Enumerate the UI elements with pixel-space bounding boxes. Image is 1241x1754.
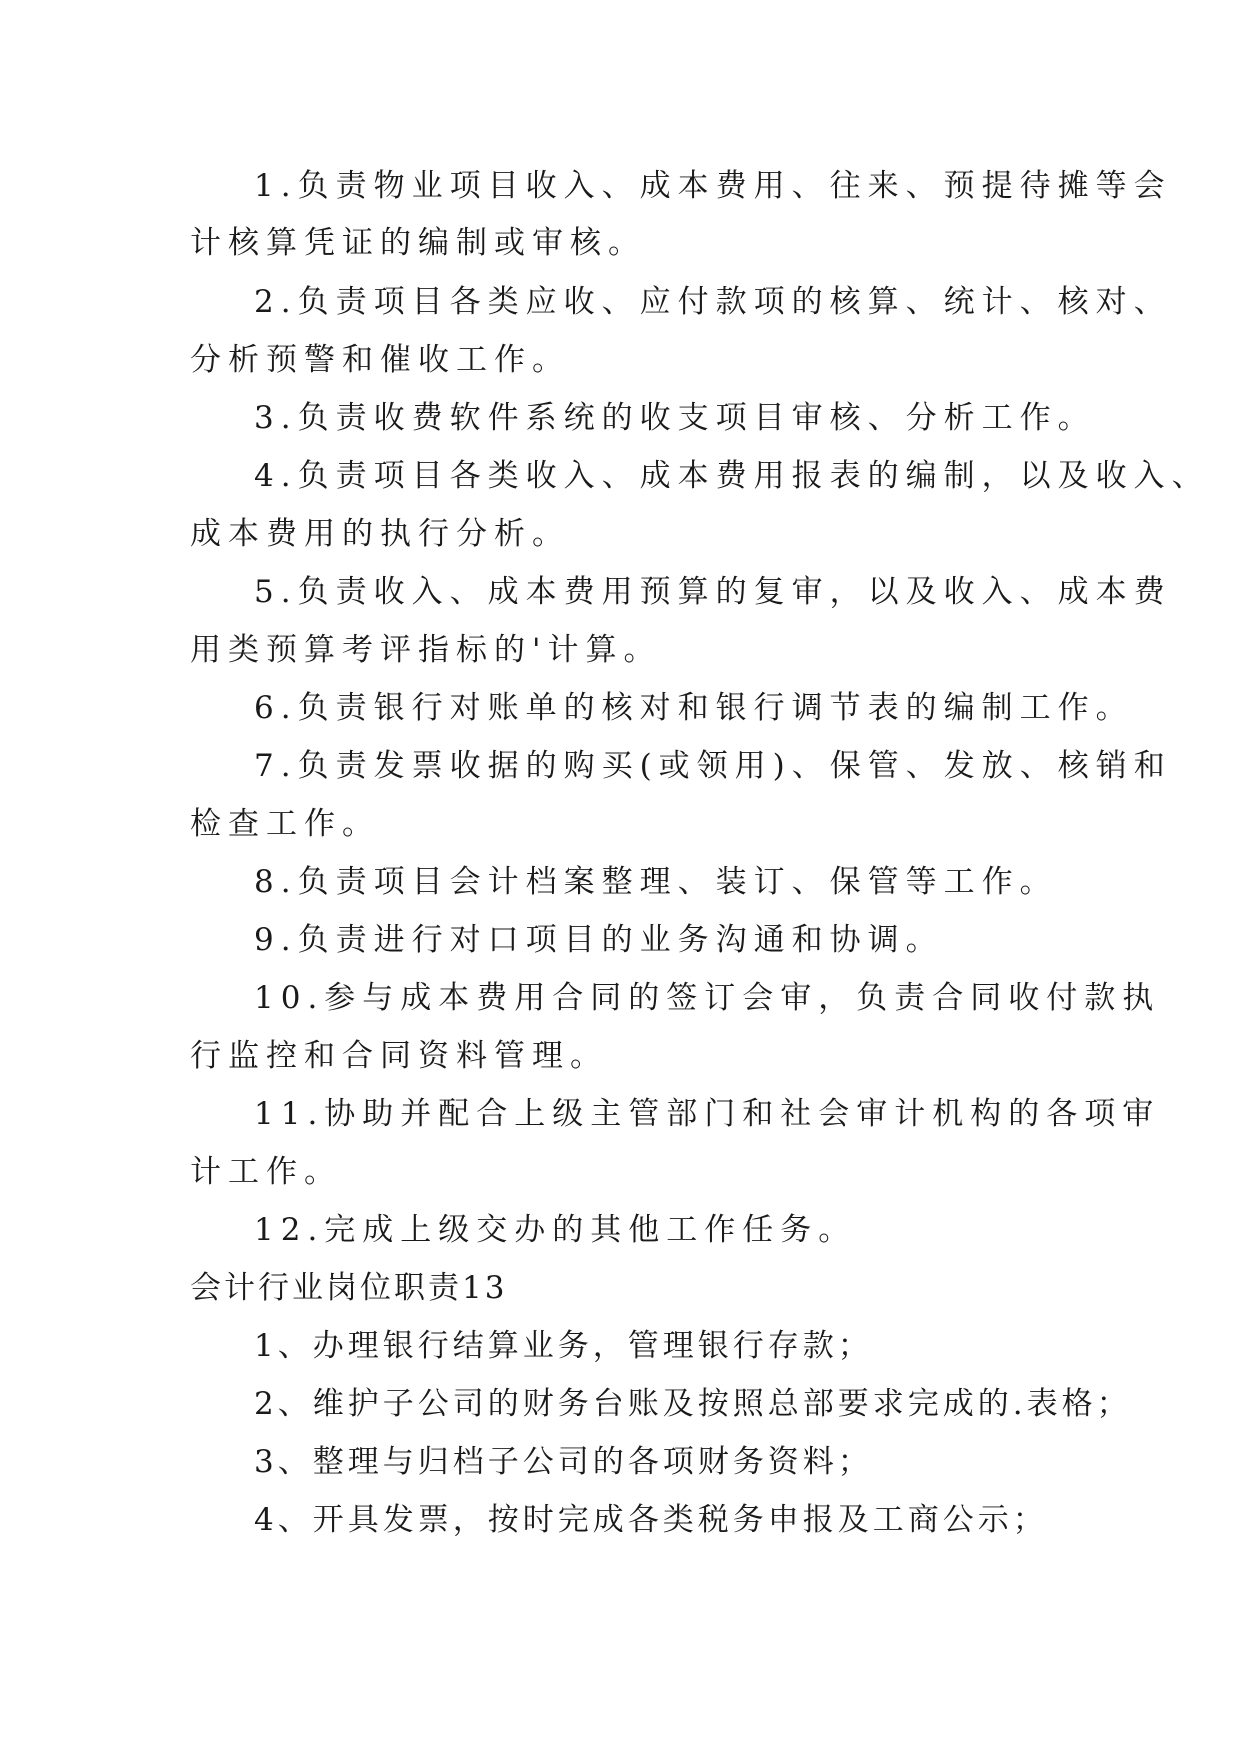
duty-item-5-line-1: 5.负责收入、成本费用预算的复审，以及收入、成本费 — [254, 574, 1172, 610]
duty-item-7-line-2: 检查工作。 — [190, 806, 380, 842]
duty-item-11-line-2: 计工作。 — [190, 1154, 342, 1190]
duty-item-1-line-2: 计核算凭证的编制或审核。 — [190, 225, 646, 261]
duty-item-4-line-2: 成本费用的执行分析。 — [190, 516, 570, 552]
duty-item-8: 8.负责项目会计档案整理、装订、保管等工作。 — [254, 864, 1058, 900]
duty-item-7-line-1: 7.负责发票收据的购买(或领用)、保管、发放、核销和 — [254, 748, 1172, 784]
section-item-1: 1、办理银行结算业务，管理银行存款； — [254, 1328, 873, 1364]
duty-item-10-line-1: 10.参与成本费用合同的签订会审，负责合同收付款执 — [254, 980, 1161, 1016]
duty-item-5-line-2: 用类预算考评指标的'计算。 — [190, 632, 662, 668]
duty-item-6: 6.负责银行对账单的核对和银行调节表的编制工作。 — [254, 690, 1134, 726]
duty-item-2-line-1: 2.负责项目各类应收、应付款项的核算、统计、核对、 — [254, 284, 1172, 320]
duty-item-4-line-1: 4.负责项目各类收入、成本费用报表的编制，以及收入、 — [254, 458, 1210, 494]
duty-item-12: 12.完成上级交办的其他工作任务。 — [254, 1212, 857, 1248]
duty-item-10-line-2: 行监控和合同资料管理。 — [190, 1038, 608, 1074]
section-item-3: 3、整理与归档子公司的各项财务资料； — [254, 1444, 873, 1480]
duty-item-9: 9.负责进行对口项目的业务沟通和协调。 — [254, 922, 944, 958]
duty-item-3: 3.负责收费软件系统的收支项目审核、分析工作。 — [254, 400, 1096, 436]
section-title: 会计行业岗位职责13 — [190, 1270, 508, 1306]
duty-item-2-line-2: 分析预警和催收工作。 — [190, 342, 570, 378]
duty-item-11-line-1: 11.协助并配合上级主管部门和社会审计机构的各项审 — [254, 1096, 1161, 1132]
section-item-4: 4、开具发票，按时完成各类税务申报及工商公示； — [254, 1502, 1048, 1538]
duty-item-1-line-1: 1.负责物业项目收入、成本费用、往来、预提待摊等会 — [254, 168, 1172, 204]
section-item-2: 2、维护子公司的财务台账及按照总部要求完成的.表格； — [254, 1386, 1132, 1422]
